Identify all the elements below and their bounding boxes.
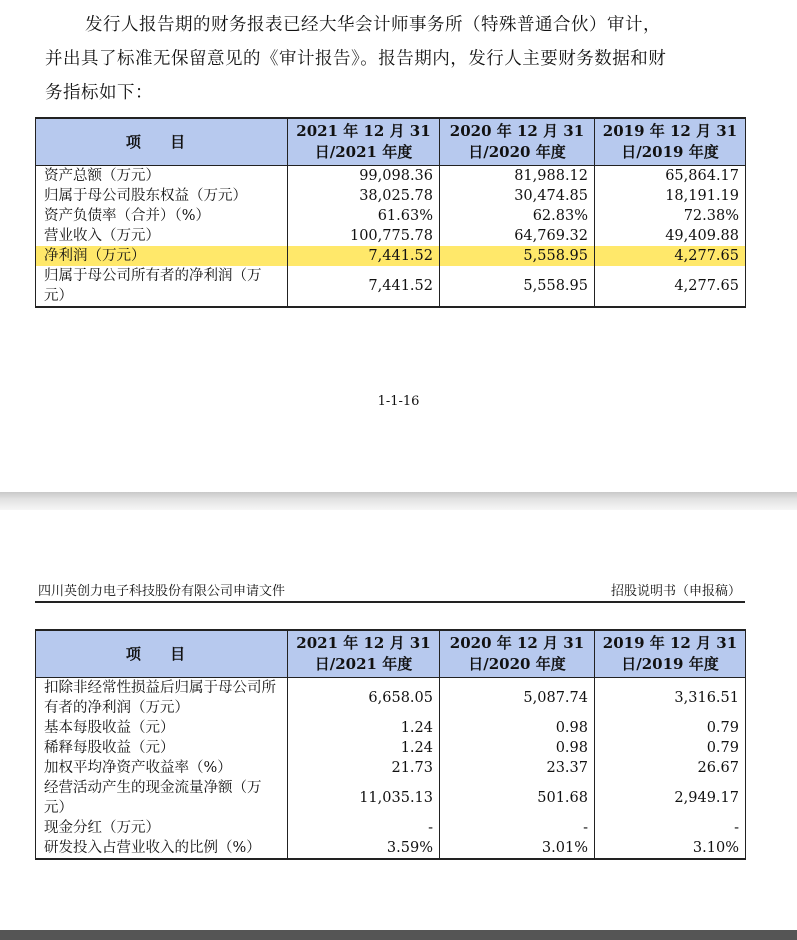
intro-line-2: 并出具了标准无保留意见的《审计报告》。报告期内，发行人主要财务数据和财: [45, 49, 667, 69]
intro-paragraph: [45, 8, 750, 110]
intro-line-3: 务指标如下：: [45, 83, 153, 103]
row-label: 归属于母公司股东权益（万元）: [36, 186, 288, 206]
table-row: [36, 226, 746, 246]
header-2019: 2019 年 12 月 31 日/2019 年度: [595, 118, 746, 166]
cell-2020: 5,558.95: [440, 246, 595, 266]
cell-2021: 7,441.52: [288, 266, 440, 307]
cell-2021: 21.73: [288, 758, 440, 778]
cell-2021: 6,658.05: [288, 678, 440, 719]
cell-2021: 1.24: [288, 738, 440, 758]
header-item: 项 目: [36, 118, 288, 166]
header-rule: [35, 601, 745, 603]
cell-2019: 2,949.17: [595, 778, 746, 818]
page-separator: [0, 492, 797, 510]
cell-2021: 11,035.13: [288, 778, 440, 818]
table-row: [36, 166, 746, 187]
cell-2021: 1.24: [288, 718, 440, 738]
cell-2020: 64,769.32: [440, 226, 595, 246]
cell-2019: 3,316.51: [595, 678, 746, 719]
cell-2021: 3.59%: [288, 838, 440, 859]
row-label: 现金分红（万元）: [36, 818, 288, 838]
row-label: 资产总额（万元）: [36, 166, 288, 187]
financial-table-1: [35, 117, 746, 308]
cell-2020: 23.37: [440, 758, 595, 778]
cell-2020: 501.68: [440, 778, 595, 818]
table-row: [36, 838, 746, 859]
header-company: 四川英创力电子科技股份有限公司申请文件: [38, 584, 286, 599]
table-header-row: [36, 118, 746, 166]
financial-table-2: [35, 629, 746, 860]
intro-line-1: 发行人报告期的财务报表已经大华会计师事务所（特殊普通合伙）审计，: [85, 15, 661, 35]
cell-2020: -: [440, 818, 595, 838]
cell-2019: 0.79: [595, 738, 746, 758]
header-doc-type: 招股说明书（申报稿）: [610, 584, 741, 599]
table-row: [36, 246, 746, 266]
row-label: 资产负债率（合并）（%）: [36, 206, 288, 226]
cell-2019: 26.67: [595, 758, 746, 778]
row-label: 加权平均净资产收益率（%）: [36, 758, 288, 778]
row-label: 扣除非经常性损益后归属于母公司所有者的净利润（万元）: [36, 678, 288, 719]
cell-2019: 4,277.65: [595, 246, 746, 266]
table-row: [36, 186, 746, 206]
table-row: [36, 266, 746, 307]
cell-2020: 30,474.85: [440, 186, 595, 206]
table-row: [36, 818, 746, 838]
cell-2021: 7,441.52: [288, 246, 440, 266]
row-label: 净利润（万元）: [36, 246, 288, 266]
table-header-row: [36, 630, 746, 678]
cell-2020: 81,988.12: [440, 166, 595, 187]
table-row: [36, 778, 746, 818]
cell-2020: 62.83%: [440, 206, 595, 226]
cell-2019: 49,409.88: [595, 226, 746, 246]
cell-2021: 100,775.78: [288, 226, 440, 246]
cell-2021: -: [288, 818, 440, 838]
cell-2019: 18,191.19: [595, 186, 746, 206]
row-label: 稀释每股收益（元）: [36, 738, 288, 758]
document-page-2: [0, 510, 797, 930]
header-2019: 2019 年 12 月 31 日/2019 年度: [595, 630, 746, 678]
viewer-bottom-bar: [0, 930, 797, 940]
cell-2019: 3.10%: [595, 838, 746, 859]
row-label: 归属于母公司所有者的净利润（万元）: [36, 266, 288, 307]
table-row: [36, 758, 746, 778]
cell-2020: 3.01%: [440, 838, 595, 859]
page-number: 1-1-16: [377, 394, 420, 409]
table-row: [36, 678, 746, 719]
row-label: 经营活动产生的现金流量净额（万元）: [36, 778, 288, 818]
cell-2019: 65,864.17: [595, 166, 746, 187]
cell-2020: 0.98: [440, 718, 595, 738]
cell-2021: 99,098.36: [288, 166, 440, 187]
cell-2019: 4,277.65: [595, 266, 746, 307]
cell-2020: 0.98: [440, 738, 595, 758]
row-label: 基本每股收益（元）: [36, 718, 288, 738]
header-2021: 2021 年 12 月 31 日/2021 年度: [288, 118, 440, 166]
row-label: 研发投入占营业收入的比例（%）: [36, 838, 288, 859]
cell-2019: 0.79: [595, 718, 746, 738]
cell-2021: 38,025.78: [288, 186, 440, 206]
cell-2020: 5,558.95: [440, 266, 595, 307]
header-2020: 2020 年 12 月 31 日/2020 年度: [440, 118, 595, 166]
row-label: 营业收入（万元）: [36, 226, 288, 246]
header-item: 项 目: [36, 630, 288, 678]
cell-2021: 61.63%: [288, 206, 440, 226]
table-row: [36, 206, 746, 226]
table-row: [36, 718, 746, 738]
table-row: [36, 738, 746, 758]
header-2020: 2020 年 12 月 31 日/2020 年度: [440, 630, 595, 678]
cell-2019: -: [595, 818, 746, 838]
cell-2020: 5,087.74: [440, 678, 595, 719]
cell-2019: 72.38%: [595, 206, 746, 226]
header-2021: 2021 年 12 月 31 日/2021 年度: [288, 630, 440, 678]
